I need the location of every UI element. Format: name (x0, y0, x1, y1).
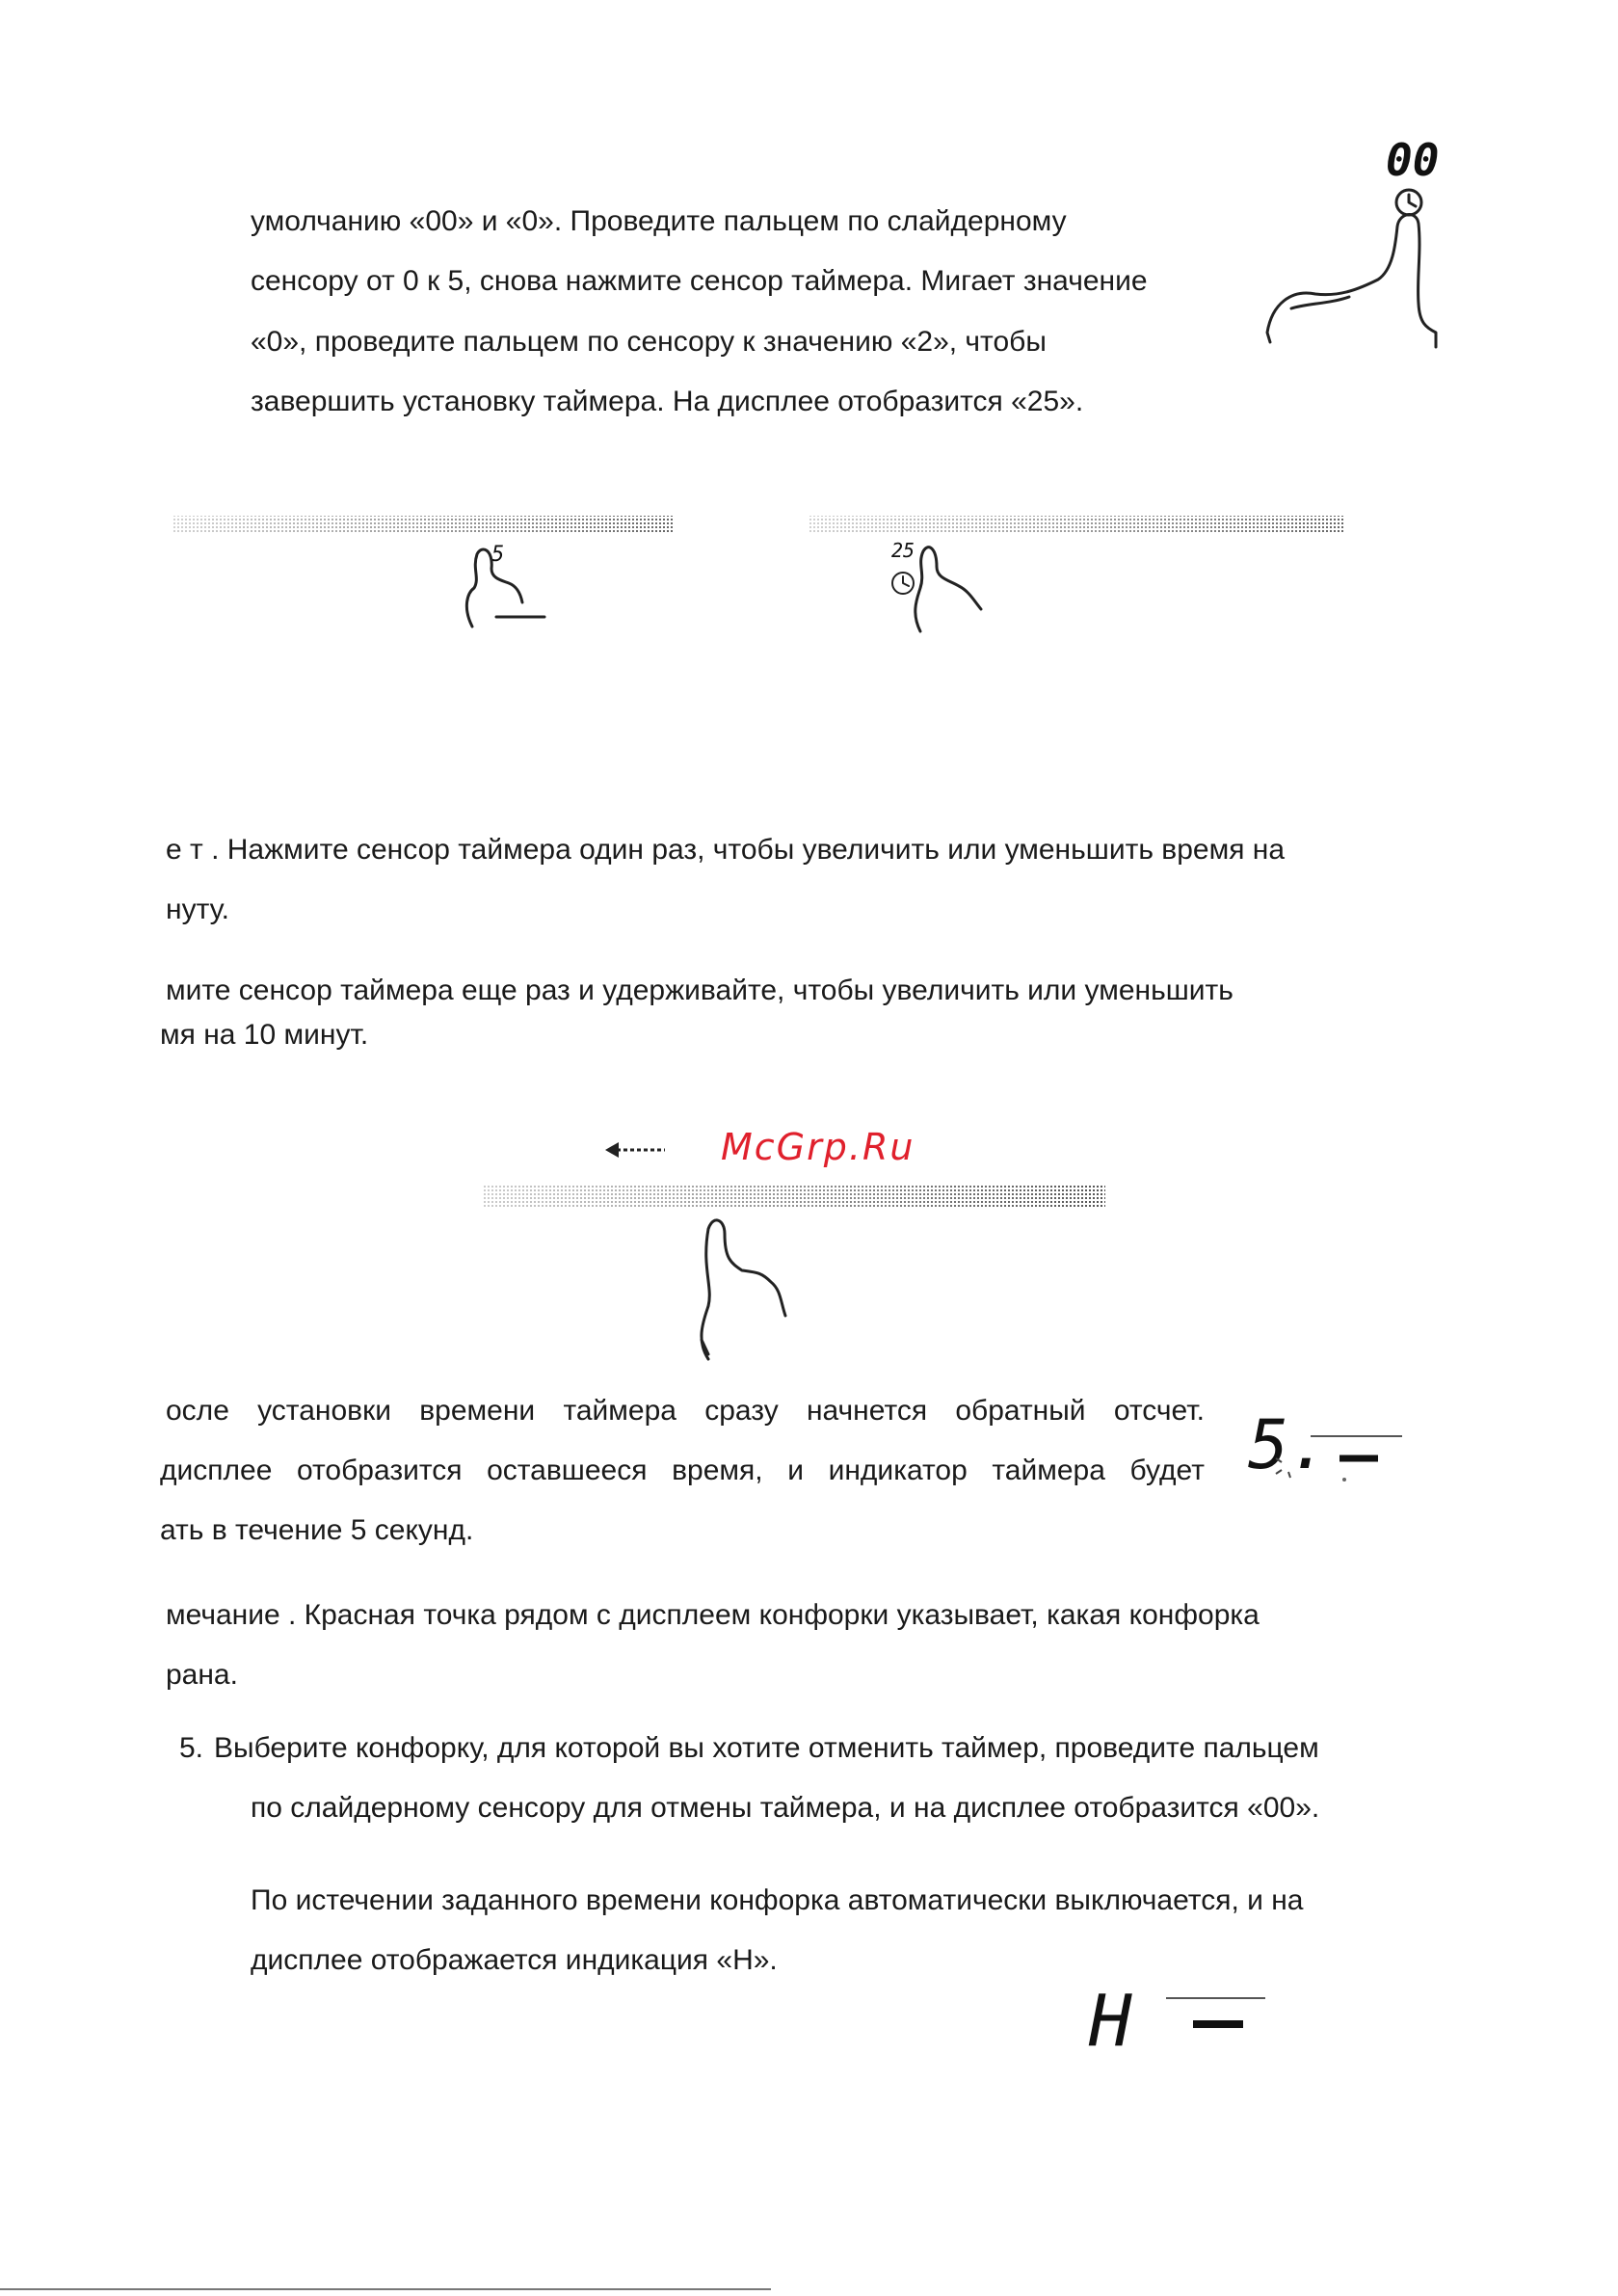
step-10min-line-1: мите сенсор таймера еще раз и удерживайте, чтобы увеличить или уменьшить (166, 974, 1233, 1006)
intro-line-4: завершить установку таймера. На дисплее отобразится «25». (251, 386, 1084, 417)
finger-icon (915, 547, 981, 631)
countdown-line-2: дисплее отобразится оставшееся время, и индикатор таймера будет (160, 1455, 1205, 1486)
finger-icon (702, 1220, 785, 1359)
step-1min-line-2: нуту. (166, 894, 229, 925)
step-10min-line-2: мя на 10 минут. (160, 1019, 369, 1051)
note-line-1: мечание . Красная точка рядом с дисплеем конфорки указывает, какая конфорка (166, 1599, 1260, 1631)
step5-number: 5. (179, 1732, 204, 1764)
finger-icon (1267, 215, 1436, 347)
arrow-left-icon (605, 1142, 665, 1158)
step-1min-line-1: е т . Нажмите сенсор таймера один раз, чтобы увеличить или уменьшить время на (166, 834, 1286, 866)
clock-icon (1396, 190, 1421, 215)
timer-default-display: 00 (1386, 134, 1440, 186)
finish-digit: H (1089, 1980, 1132, 2063)
watermark: McGrp.Ru (721, 1126, 915, 1168)
clock-icon (892, 573, 914, 594)
slider-left-illustration (173, 511, 684, 636)
slider-right-illustration (809, 511, 1349, 636)
slider-left-value: 5 (491, 543, 505, 567)
countdown-display-illustration (1248, 1402, 1412, 1489)
step5-line-1: Выберите конфорку, для которой вы хотите отменить таймер, проведите пальцем (214, 1732, 1319, 1764)
intro-line-1: умолчанию «00» и «0». Проведите пальцем по слайдерному (251, 205, 1067, 237)
intro-line-2: сенсору от 0 к 5, снова нажмите сенсор таймера. Мигает значение (251, 265, 1148, 297)
note-line-2: рана. (166, 1659, 238, 1691)
timer-touch-illustration (1262, 135, 1455, 357)
countdown-digit: 5. (1248, 1405, 1330, 1484)
slider-right-value: 25 (891, 539, 915, 562)
expire-line-1: По истечении заданного времени конфорка автоматически выключается, и на (251, 1884, 1304, 1916)
countdown-line-3: ать в течение 5 секунд. (160, 1514, 474, 1546)
finish-display-illustration (1089, 1966, 1282, 2063)
expire-line-2: дисплее отображается индикация «H». (251, 1944, 778, 1976)
finger-icon (466, 549, 544, 627)
step5-line-2: по слайдерному сенсору для отмены таймера, и на дисплее отобразится «00». (251, 1792, 1320, 1824)
page-bottom-rule (0, 2288, 771, 2290)
intro-line-3: «0», проведите пальцем по сенсору к значению «2», чтобы (251, 326, 1047, 358)
countdown-line-1: осле установки времени таймера сразу начнется обратный отсчет. (166, 1395, 1205, 1427)
